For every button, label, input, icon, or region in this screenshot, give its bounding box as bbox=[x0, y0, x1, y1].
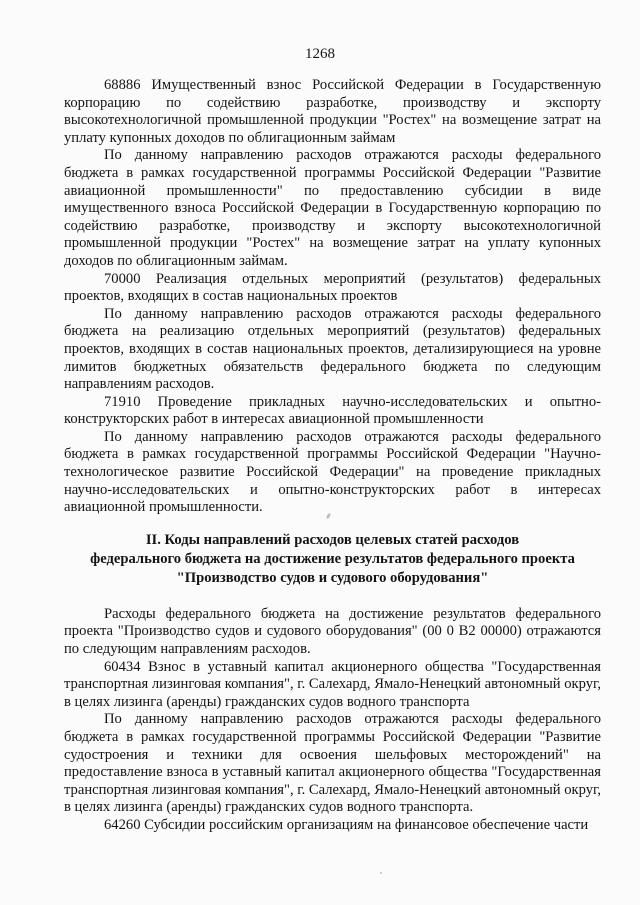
paragraph-60434-description: По данному направлению расходов отражаются расходы федерального бюджета в рамках государственной программы Российской Федерации "Развитие судостроения и техники для освоения шельфовых месторождений" на предоставление взноса в уставный капитал акционерного общества "Государственная транспортная лизинговая компания", г. Салехард, Ямало-Ненецкий автономный округ, в целях лизинга (аренды) гражданских судов водного транспорта. bbox=[64, 711, 602, 816]
section-heading-line-2: федерального бюджета на достижение результатов федерального проекта bbox=[90, 550, 575, 567]
paragraph-71910-title: 71910 Проведение прикладных научно-исследовательских и опытно-конструкторских работ в интересах авиационной промышленности bbox=[64, 393, 601, 428]
spacer bbox=[64, 517, 601, 531]
paragraph-68886-title: 68886 Имущественный взнос Российской Федерации в Государственную корпорацию по содействию разработке, производству и экспорту высокотехнологичной промышленной продукции "Ростех" на возмещение затрат на уплату купонных доходов по облигационным займам bbox=[64, 77, 601, 146]
paragraph-70000-title: 70000 Реализация отдельных мероприятий (результатов) федеральных проектов, входящих в состав национальных проектов bbox=[64, 270, 601, 305]
section-heading bbox=[64, 531, 601, 588]
section-heading-line-3: "Производство судов и судового оборудования" bbox=[176, 569, 489, 586]
paragraph-60434-title: 60434 Взнос в уставный капитал акционерного общества "Государственная транспортная лизинговая компания", г. Салехард, Ямало-Ненецкий автономный округ, в целях лизинга (аренды) гражданских судов водного транспорта bbox=[64, 658, 602, 710]
document-body bbox=[64, 77, 601, 835]
paragraph-64260-title: 64260 Субсидии российским организациям на финансовое обеспечение части bbox=[104, 816, 589, 833]
page-number: 1268 bbox=[305, 46, 335, 62]
section-heading-line-1: II. Коды направлений расходов целевых статей расходов bbox=[145, 531, 520, 548]
paragraph-71910-description: По данному направлению расходов отражаются расходы федерального бюджета в рамках государственной программы Российской Федерации "Научно-технологическое развитие Российской Федерации" на проведение прикладных научно-исследовательских и опытно-конструкторских работ в интересах авиационной промышленности. bbox=[64, 428, 601, 516]
paragraph-project-intro: Расходы федерального бюджета на достижение результатов федерального проекта "Производство судов и судового оборудования" (00 0 В2 00000) отражаются по следующим направлениям расходов. bbox=[64, 605, 601, 658]
paragraph-70000-description: По данному направлению расходов отражаются расходы федерального бюджета на реализацию отдельных мероприятий (результатов) федеральных проектов, входящих в состав национальных проектов, детализирующиеся на уровне лимитов бюджетных обязательств федерального бюджета по следующим направлениям расходов. bbox=[64, 305, 601, 393]
spacer bbox=[64, 588, 601, 606]
paragraph-68886-description: По данному направлению расходов отражаются расходы федерального бюджета в рамках государственной программы Российской Федерации "Развитие авиационной промышленности" по предоставлению субсидии в виде имущественного взноса Российской Федерации в Государственную корпорацию по содействию разработке, производству и экспорту высокотехнологичной промышленной продукции "Ростех" на возмещение затрат на уплату купонных доходов по облигационным займам. bbox=[64, 147, 601, 269]
scan-speck bbox=[380, 872, 382, 874]
